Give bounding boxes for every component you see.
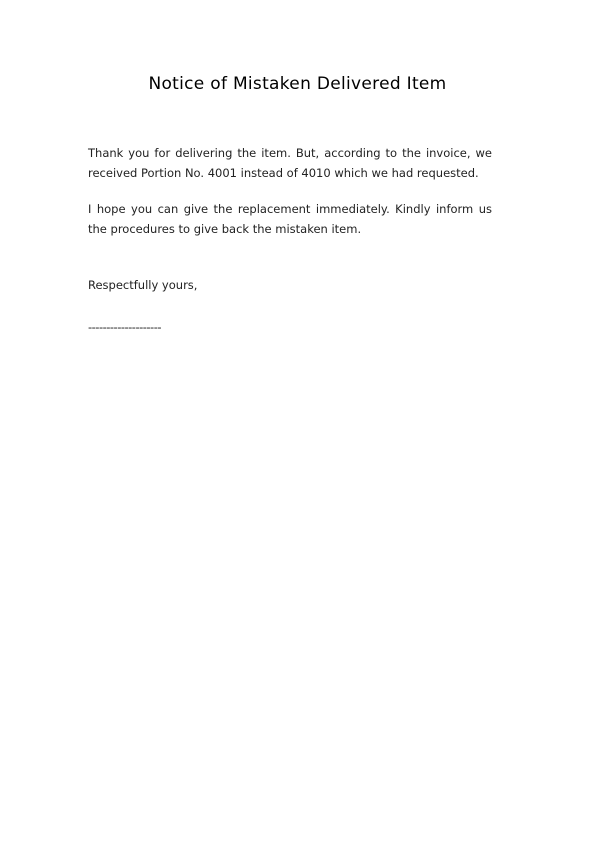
body-paragraph: I hope you can give the replacement immediately. Kindly inform us the procedures to give back the mistaken item.	[88, 202, 492, 236]
body-paragraph: Thank you for delivering the item. But, according to the invoice, we received Portion No. 4001 instead of 4010 which we had requested.	[88, 146, 492, 180]
document-title: Notice of Mistaken Delivered Item	[148, 74, 447, 94]
closing-salutation: Respectfully yours,	[88, 278, 198, 292]
signature-line: --------------------	[88, 320, 161, 334]
